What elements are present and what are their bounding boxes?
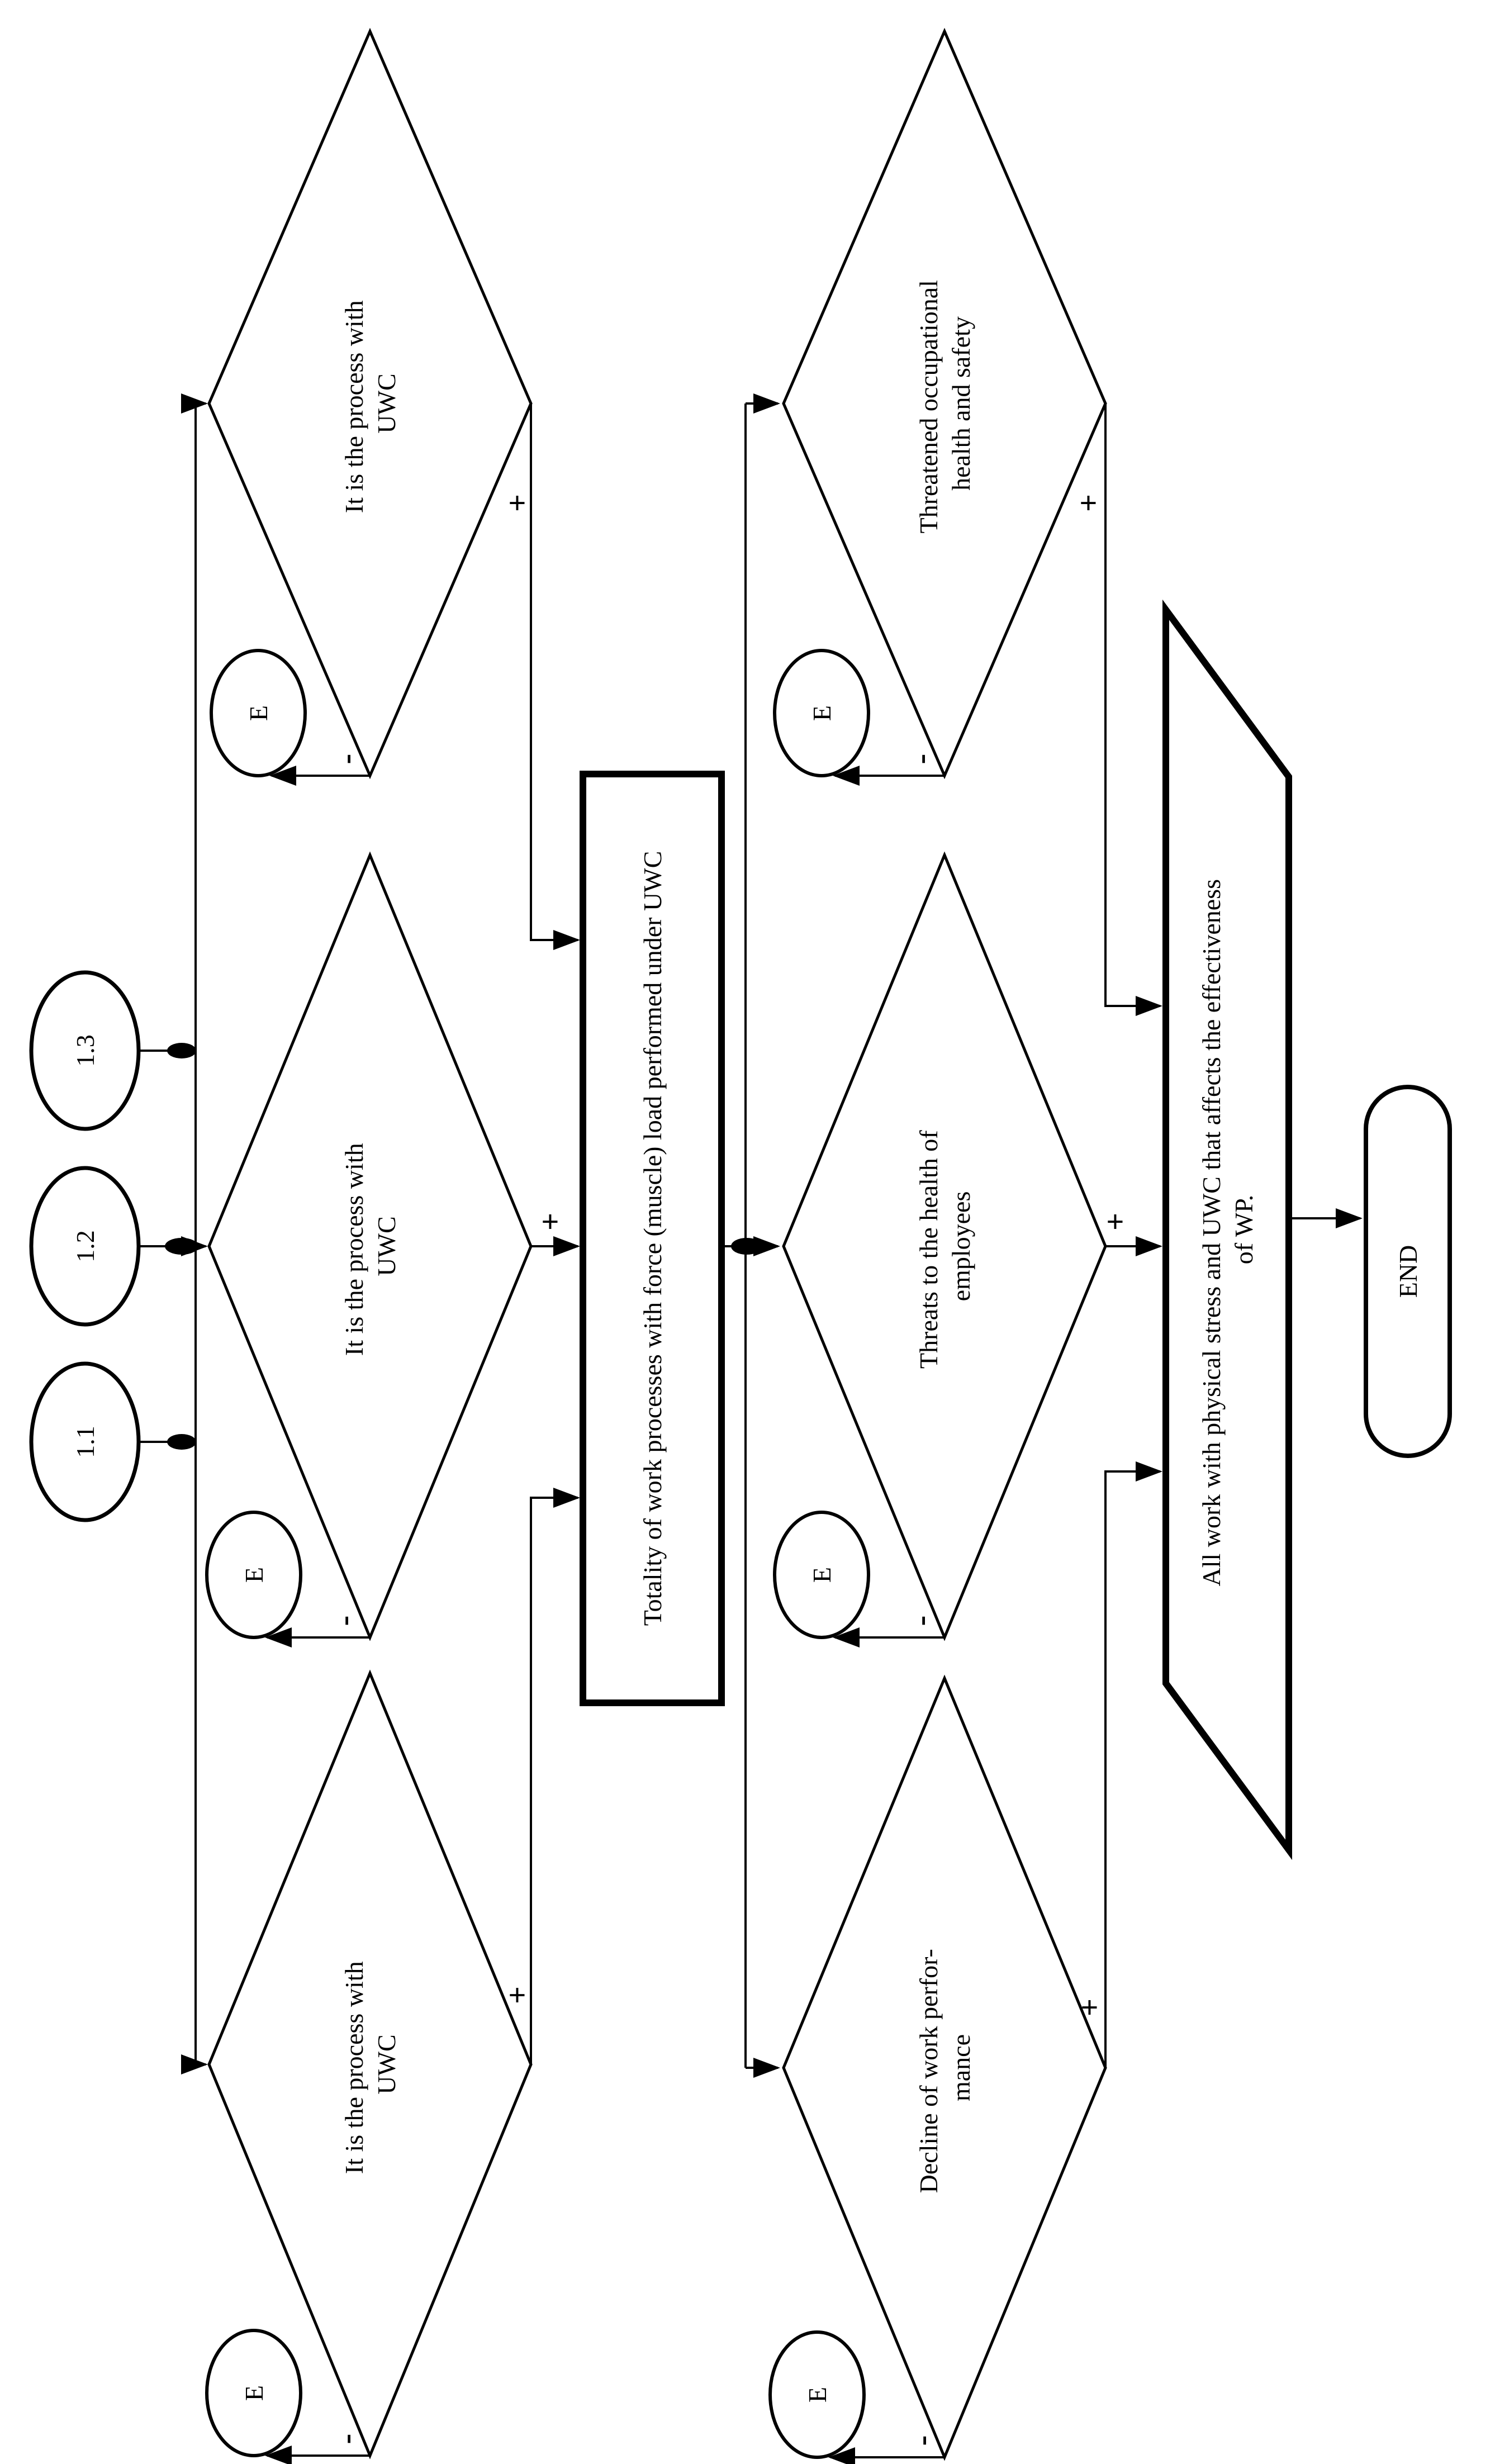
minus-label-decline: - xyxy=(905,2435,939,2446)
error-label-health: E xyxy=(808,1566,836,1583)
decision-decline-label: Decline of work perfor- mance xyxy=(914,1949,975,2194)
output-all-work-parallelogram xyxy=(1166,610,1289,1850)
minus-label-proc2: - xyxy=(327,1615,362,1626)
junction-dot-11 xyxy=(167,1434,196,1450)
plus-label-decline: + xyxy=(1072,1998,1107,2016)
input-event-13 xyxy=(31,972,139,1129)
decision-proc2-label: It is the process with UWC xyxy=(340,1143,401,1356)
input-event-12-label: 1.2 xyxy=(71,1230,99,1262)
process-totality-label: Totality of work processes with force (muscle) load performed under UWC xyxy=(638,851,667,1626)
output-all-work xyxy=(1166,610,1289,1850)
end-terminator xyxy=(1366,1087,1450,1456)
connector-proc1-plus-to-process xyxy=(531,403,578,940)
end-terminator-label: END xyxy=(1394,1245,1422,1298)
input-event-12 xyxy=(31,1168,139,1324)
plus-label-proc2: + xyxy=(533,1213,568,1231)
input-event-13-label: 1.3 xyxy=(71,1034,99,1067)
junction-dot-13 xyxy=(167,1043,196,1058)
decision-proc1-label: It is the process with UWC xyxy=(340,300,401,514)
error-label-decline: E xyxy=(803,2386,832,2403)
junction-dot-12 xyxy=(165,1238,198,1255)
process-totality xyxy=(583,774,722,1703)
junction-dot-process-output xyxy=(731,1238,762,1255)
connector-decline-plus-to-output xyxy=(1105,1471,1160,2068)
error-label-proc3: E xyxy=(240,2385,268,2401)
decision-proc3-label: It is the process with UWC xyxy=(340,1961,401,2175)
plus-label-proc3: + xyxy=(500,1986,535,2004)
minus-label-ohs: - xyxy=(904,753,938,765)
minus-label-proc1: - xyxy=(329,753,364,765)
minus-label-health: - xyxy=(904,1615,938,1626)
error-label-proc2: E xyxy=(240,1566,268,1583)
decision-health-label: Threats to the health of employees xyxy=(914,1130,975,1369)
plus-label-health: + xyxy=(1098,1213,1133,1231)
connector-ohs-plus-to-output xyxy=(1105,403,1160,1006)
plus-label-ohs: + xyxy=(1071,494,1106,512)
input-event-11-label: 1.1 xyxy=(71,1426,99,1458)
input-event-11 xyxy=(31,1364,139,1520)
connector-proc3-plus-to-process xyxy=(531,1498,578,2064)
plus-label-proc1: + xyxy=(500,494,535,512)
error-label-proc1: E xyxy=(244,705,273,721)
output-all-work-label: All work with physical stress and UWC that affects the effectiveness of WP. xyxy=(1197,879,1258,1587)
error-label-ohs: E xyxy=(808,705,836,721)
minus-label-proc3: - xyxy=(329,2433,364,2444)
decision-ohs-label: Threatened occupational health and safety xyxy=(914,280,975,534)
